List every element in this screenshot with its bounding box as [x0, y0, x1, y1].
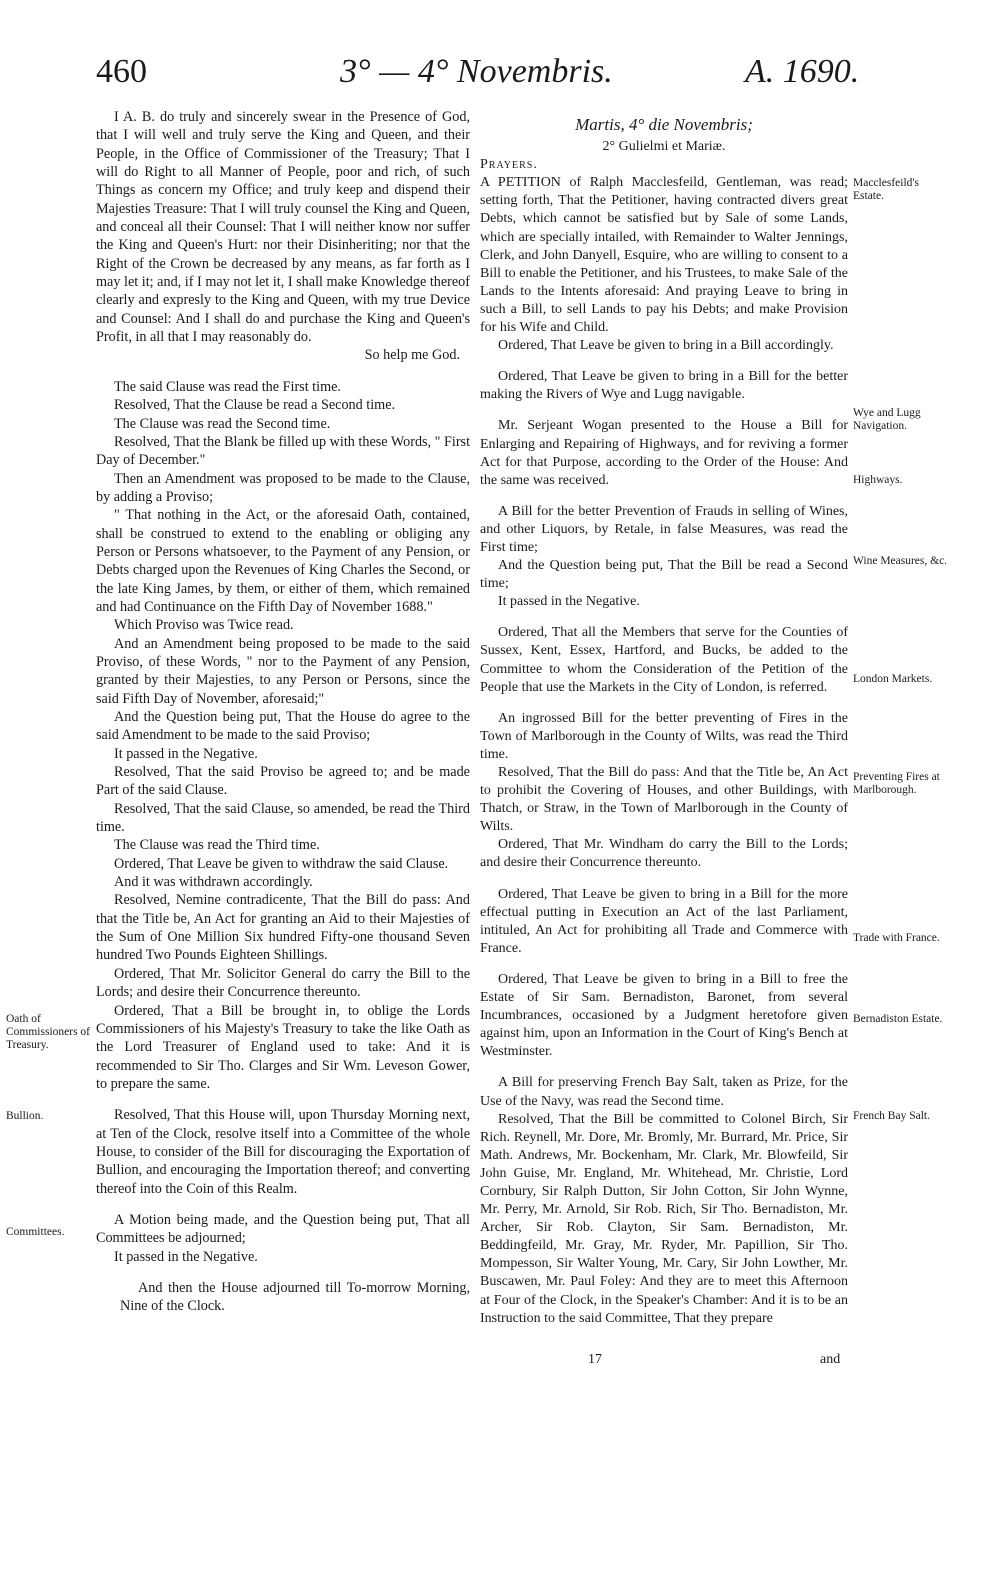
paragraph: Which Proviso was Twice read. [114, 617, 294, 634]
paragraph-oath-bill: Ordered, That a Bill be brought in, to oblige the Lords Commissioners of his Majesty's Treasury to take the like Oath as the Lord Treasurer of England used to take: And it is recommended to Sir Tho. Clarges and Sir Wm. Leveson Gower, to prepare the same. [96, 1002, 470, 1092]
paragraph: Resolved, That the Blank be filled up with these Words, " First Day of December." [96, 433, 471, 469]
margin-note: Trade with France. [853, 932, 940, 944]
margin-note: Preventing Fires at Marlborough. [853, 771, 940, 796]
oath-closing: So help me God. [364, 347, 460, 364]
regnal-year: 2° Gulielmi et Mariæ. [602, 139, 726, 155]
paragraph-committees: A Motion being made, and the Question being put, That all Committees be adjourned; [96, 1211, 470, 1247]
paragraph: " That nothing in the Act, or the aforesaid Oath, contained, shall be construed to extend to the enabling or obliging any Person or Persons whatsoever, to the Payment of any Pension, or Debts charged upon the Revenues of King Charles the Second, or the late King James, by them, or either of them, which remained and had Continuance on the Fifth Day of November 1688." [96, 507, 470, 615]
margin-note: Macclesfeild's Estate. [853, 177, 919, 202]
margin-note: Wye and Lugg Navigation. [853, 407, 921, 432]
margin-note: Wine Measures, &c. [853, 555, 948, 567]
paragraph: And it was withdrawn accordingly. [114, 874, 313, 891]
paragraph: It passed in the Negative. [114, 745, 258, 762]
paragraph: Resolved, That the said Proviso be agreed to; and be made Part of the said Clause. [96, 764, 470, 799]
catchword: and [820, 1352, 841, 1367]
adjournment: And then the House adjourned till To-morrow Morning, Nine of the Clock. [120, 1279, 470, 1315]
paragraph: Ordered, That Leave be given to withdraw the said Clause. [114, 855, 449, 872]
margin-note: Bernadiston Estate. [853, 1013, 943, 1025]
macclesfeild-petition: A PETITION of Ralph Macclesfeild, Gentleman, was read; setting forth, That the Petitioner, having contracted divers great Debts, which cannot be satisfied but by Sale of some Lands, which are specially intailed, with Remainder to Walter Jennings, Clerk, and John Danyell, Esquire, who are willing to consent to a Bill to enable the Petitioner, and his Trustees, to make Sale of the Lands to the Intents aforesaid: And praying Leave to bring in such a Bill, to sell Lands to pay his Debts; and make Provision for his Wife and Child. [480, 175, 848, 336]
paragraph: Ordered, That Leave be given to bring in a Bill accordingly. [498, 338, 834, 354]
paragraph-wye-lugg: Ordered, That Leave be given to bring in a Bill for the better making the Rivers of Wye and Lugg navigable. [480, 369, 848, 403]
paragraph-france: Ordered, That Leave be given to bring in a Bill for the more effectual putting in Execution an Act of the last Parliament, intituled, An Act for prohibiting all Trade and Commerce with France. [480, 886, 848, 956]
sitting-date: Martis, 4° die Novembris; [575, 115, 753, 134]
page-year: A. 1690. [745, 53, 860, 90]
paragraph-london-markets: Ordered, That all the Members that serve for the Counties of Sussex, Kent, Essex, Hartford, and Bucks, be added to the Committee to whom the Consideration of the Petition of the People that use the Markets in the City of London, is referred. [480, 625, 848, 695]
paragraph-committee-list: Resolved, That the Bill be committed to Colonel Birch, Sir Rich. Reynell, Mr. Dore, Mr. Bromly, Mr. Burrard, Mr. Price, Sir Math. Andrews, Mr. Bockenham, Mr. Clark, Mr. Blowfeild, Sir John Guise, Mr. England, Mr. Whitehead, Mr. Christie, Lord Cornbury, Sir Ralph Dutton, Sir John Cotton, Sir John Wynne, Mr. Perry, Mr. Arnold, Sir Rob. Rich, Sir Tho. Bernadiston, Mr. Archer, Sir Rob. Clayton, Sir Sam. Bernadiston, Mr. Beddingfeild, Mr. Gray, Mr. Ryder, Mr. Papillion, Sir Tho. Mompesson, Sir Walter Young, Mr. Cary, Sir John Lowther, Mr. Buscawen, Mr. Paul Foley: And they are to meet this Afternoon at Four of the Clock, in the Speaker's Chamber: And it is to be an Instruction to the said Committee, That they prepare [480, 1111, 848, 1326]
paragraph-bullion: Resolved, That this House will, upon Thursday Morning next, at Ten of the Clock, resolve itself into a Committee of the whole House, to consider of the Bill for discouraging the Exportation of Bullion, and encouraging the Importation thereof; and converting thereof into the Coin of this Realm. [96, 1107, 470, 1197]
left-column [96, 108, 470, 1316]
margin-note: Committees. [6, 1226, 65, 1238]
paragraph: Ordered, That Mr. Windham do carry the Bill to the Lords; and desire their Concurrence thereunto. [480, 837, 848, 871]
paragraph: And an Amendment being proposed to be made to the said Proviso, of these Words, " nor to the Payment of any Pension, granted by their Majesties, to any Person or Persons, since the said Fifth Day of November, aforesaid;" [96, 635, 470, 707]
margin-note: Oath of Commissioners of Treasury. [6, 1013, 91, 1051]
signature-mark: 17 [588, 1352, 602, 1367]
paragraph: The Clause was read the Second time. [114, 415, 331, 432]
paragraph: Resolved, That the Clause be read a Second time. [114, 397, 396, 414]
paragraph-wine: A Bill for the better Prevention of Frauds in selling of Wines, and other Liquors, by Retale, in false Measures, was read the First time; [480, 503, 848, 555]
paragraph: It passed in the Negative. [498, 594, 640, 610]
prayers-heading: Prayers. [480, 157, 538, 173]
paragraph: And the Question being put, That the House do agree to the said Amendment to be made to the said Proviso; [96, 709, 470, 744]
paragraph: The said Clause was read the First time. [114, 378, 341, 395]
paragraph: Ordered, That Mr. Solicitor General do carry the Bill to the Lords; and desire their Concurrence thereunto. [96, 965, 470, 1001]
margin-note: French Bay Salt. [853, 1110, 930, 1122]
margin-note: Highways. [853, 474, 903, 486]
paragraph: It passed in the Negative. [114, 1248, 258, 1265]
paragraph: Then an Amendment was proposed to be made to the Clause, by adding a Proviso; [96, 470, 470, 505]
paragraph-bay-salt: A Bill for preserving French Bay Salt, taken as Prize, for the Use of the Navy, was read the Second time. [480, 1075, 848, 1109]
paragraph: Resolved, Nemine contradicente, That the Bill do pass: And that the Title be, An Act for granting an Aid to their Majesties of the Sum of One Million Six hundred Fifty-one thousand Seven hundred Two Pounds Eighteen Shillings. [96, 892, 470, 964]
margin-note: London Markets. [853, 673, 933, 685]
right-column [480, 108, 848, 1328]
margin-note: Bullion. [6, 1110, 44, 1122]
paragraph: And the Question being put, That the Bill be read a Second time; [480, 558, 848, 592]
paragraph-bernadiston: Ordered, That Leave be given to bring in a Bill to free the Estate of Sir Sam. Bernadiston, Baronet, from several Incumbrances, occasioned by a Judgment heretofore given against him, upon an Information in the Court of King's Bench at Westminster. [480, 971, 848, 1060]
paragraph-highways: Mr. Serjeant Wogan presented to the House a Bill for Enlarging and Repairing of Highways, and for reviving a former Act for that Purpose, according to the Order of the House: And the same was received. [480, 418, 848, 488]
page-number: 460 [96, 53, 147, 90]
paragraph: Resolved, That the said Clause, so amended, be read the Third time. [96, 800, 470, 836]
paragraph-marlborough: An ingrossed Bill for the better preventing of Fires in the Town of Marlborough in the County of Wilts, was read the Third time. [480, 710, 848, 762]
page-date-heading: 3° — 4° Novembris. [340, 53, 613, 90]
paragraph: The Clause was read the Third time. [114, 837, 320, 854]
oath-text: I A. B. do truly and sincerely swear in the Presence of God, that I will well and truly serve the King and Queen, and their People, in the Office of Commissioner of the Treasury; That I will do Right to all Manner of People, poor and rich, of such Things as concern my Office; and truly keep and dispend their Majesties Treasure: That I will truly counsel the King and Queen, and conceal all their Counsel: That I will neither know nor suffer the King and Queen's Hurt: nor their Disinheriting; nor that the Right of the Crown be decreased by any means, as far forth as I may let it; and, if I may not let it, I shall make Knowledge thereof clearly and expresly to the King and Queen, with my true Device and Counsel: And I shall do and purchase the King and Queen's Profit, in all that I may reasonably do. [96, 109, 470, 346]
paragraph: Resolved, That the Bill do pass: And that the Title be, An Act to prohibit the Covering of Houses, and other Buildings, with Thatch, or Straw, in the Town of Marlborough in the County of Wilts. [480, 765, 848, 835]
